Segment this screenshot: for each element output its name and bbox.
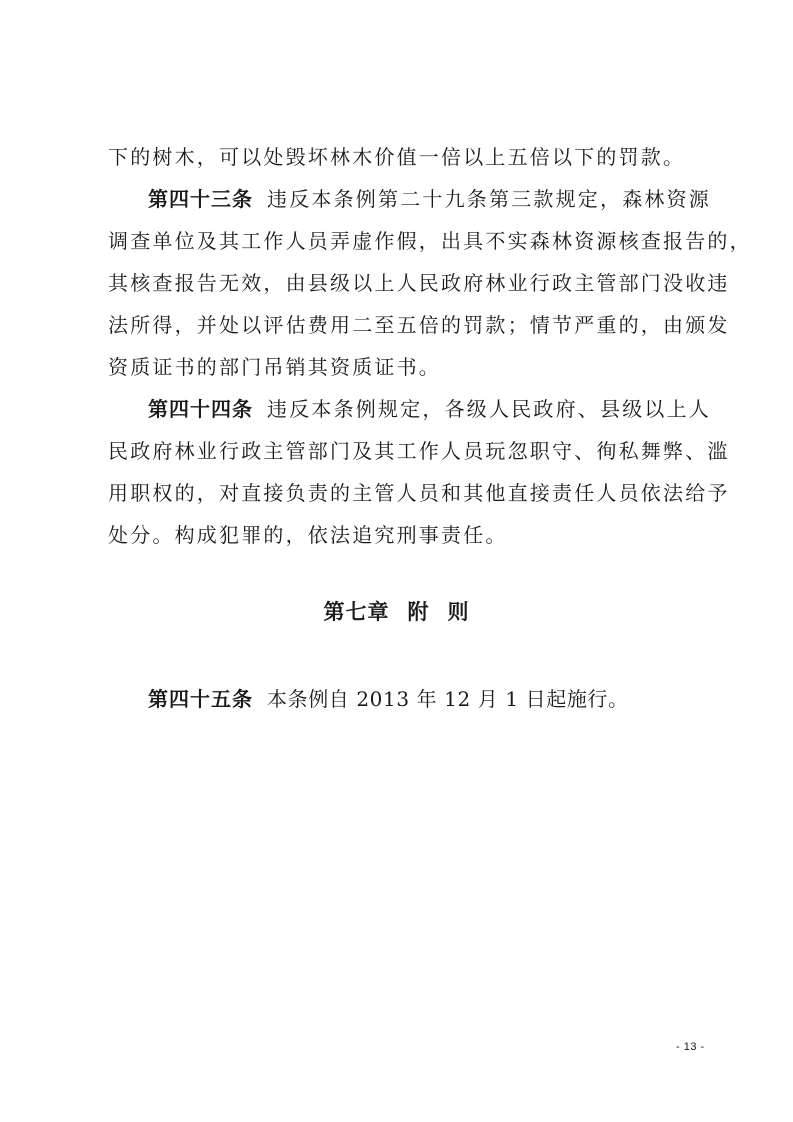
article-44-line: 民政府林业行政主管部门及其工作人员玩忽职守、徇私舞弊、滥 [108,439,730,463]
article-44-text: 违反本条例规定，各级人民政府、县级以上人 [267,397,711,421]
chapter-title-char: 则 [447,600,470,624]
article-44-label: 第四十四条 [148,397,253,421]
article-43-text: 违反本条例第二十九条第三款规定，森林资源 [267,187,711,211]
chapter-title-char: 附 [407,600,430,624]
article-43-label: 第四十三条 [148,187,253,211]
article-44-first-line [148,395,711,423]
article-45-label: 第四十五条 [148,687,253,711]
chapter-number: 第七章 [323,600,390,624]
paragraph-line: 下的树木，可以处毁坏林木价值一倍以上五倍以下的罚款。 [108,145,686,169]
article-43-line: 调查单位及其工作人员弄虚作假，出具不实森林资源核查报告的， [108,229,752,253]
article-44-line: 处分。构成犯罪的，依法追究刑事责任。 [108,523,508,547]
article-43-first-line [148,185,711,213]
page-number: - 13 - [676,1041,705,1053]
article-45-text: 本条例自 2013 年 12 月 1 日起施行。 [267,687,629,711]
chapter-heading [0,597,793,627]
article-43-line: 其核查报告无效，由县级以上人民政府林业行政主管部门没收违 [108,271,730,295]
article-43-line: 法所得，并处以评估费用二至五倍的罚款；情节严重的，由颁发 [108,313,730,337]
article-45-line [148,685,708,713]
article-44-line: 用职权的，对直接负责的主管人员和其他直接责任人员依法给予 [108,481,730,505]
article-43-line: 资质证书的部门吊销其资质证书。 [108,355,441,379]
